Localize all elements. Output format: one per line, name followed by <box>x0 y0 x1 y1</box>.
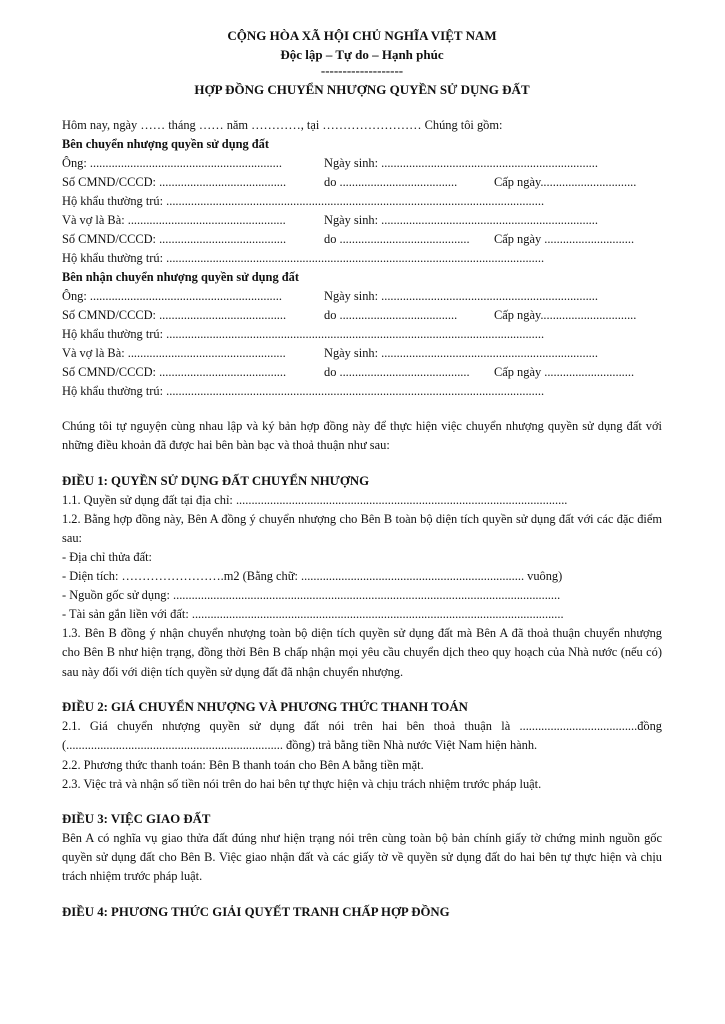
intro-line: Hôm nay, ngày …… tháng …… năm …………, tại …………………… Chúng tôi gồm: <box>62 118 503 132</box>
party-a-husband-residence: Hộ khẩu thường trú: .......................................................................................................................... <box>62 194 545 208</box>
article-4-heading: ĐIỀU 4: PHƯƠNG THỨC GIẢI QUYẾT TRANH CHẤP HỢP ĐỒNG <box>62 904 450 919</box>
party-b-husband-residence: Hộ khẩu thường trú: .......................................................................................................................... <box>62 327 545 341</box>
party-a-wife-name: Và vợ là Bà: ................................................... <box>62 213 286 227</box>
article-1-clause-1: 1.1. Quyền sử dụng đất tại địa chỉ: ........................................................................................................... <box>62 492 568 507</box>
article-1-heading: ĐIỀU 1: QUYỀN SỬ DỤNG ĐẤT CHUYỂN NHƯỢNG <box>62 473 370 488</box>
contract-page <box>62 26 662 922</box>
article-1-bullet-origin: - Nguồn gốc sử dụng: ............................................................................................................................. <box>62 588 561 603</box>
article-2-heading: ĐIỀU 2: GIÁ CHUYỂN NHƯỢNG VÀ PHƯƠNG THỨC THANH TOÁN <box>62 700 468 715</box>
article-3-paragraph: Bên A có nghĩa vụ giao thửa đất đúng như hiện trạng nói trên cùng toàn bộ bản chính giấy tờ chứng minh nguồn gốc quyền sử dụng đất cho Bên B. Việc giao nhận đất và các giấy tờ về quyền sử dụng đất do hai bên tự thực hiện và chịu trách nhiệm trước pháp luật. <box>62 830 662 884</box>
party-a-wife-id: Số CMND/CCCD: ......................................... <box>62 232 287 246</box>
party-a-husband-dob: Ngày sinh: ...................................................................... <box>324 156 598 170</box>
party-a-wife-issue-date: Cấp ngày ............................. <box>494 232 635 246</box>
party-b-row-4 <box>62 344 662 363</box>
nation-heading: CỘNG HÒA XÃ HỘI CHỦ NGHĨA VIỆT NAM <box>227 28 497 43</box>
party-a-row-5 <box>62 230 662 249</box>
article-3-heading: ĐIỀU 3: VIỆC GIAO ĐẤT <box>62 811 211 826</box>
party-a-wife-issuer: do .......................................... <box>324 232 470 246</box>
agreement-paragraph: Chúng tôi tự nguyện cùng nhau lập và ký bản hợp đồng này để thực hiện việc chuyển nhượng quyền sử dụng đất với những điều khoản đã được hai bên bàn bạc và thoả thuận như sau: <box>62 419 662 453</box>
party-b-row-5 <box>62 363 662 382</box>
article-1-clause-2: 1.2. Bằng hợp đồng này, Bên A đồng ý chuyển nhượng cho Bên B toàn bộ diện tích quyền sử dụng đất với các đặc điểm sau: <box>62 511 662 545</box>
party-b-husband-dob: Ngày sinh: ...................................................................... <box>324 289 598 303</box>
party-a-row-1 <box>62 154 662 173</box>
party-b-wife-dob: Ngày sinh: ...................................................................... <box>324 346 598 360</box>
article-2-clause-1: 2.1. Giá chuyển nhượng quyền sử dụng đất nói trên hai bên thoả thuận là ......................................đồng (...................................................................... đồng) trả bằng tiền Nhà nước Việt Nam hiện hành. <box>62 719 662 753</box>
party-b-wife-residence: Hộ khẩu thường trú: .......................................................................................................................... <box>62 384 545 398</box>
party-b-row-2 <box>62 306 662 325</box>
party-a-wife-dob: Ngày sinh: ...................................................................... <box>324 213 598 227</box>
article-2-clause-3: 2.3. Việc trả và nhận số tiền nói trên do hai bên tự thực hiện và chịu trách nhiệm trước pháp luật. <box>62 776 542 791</box>
party-a-husband-issue-date: Cấp ngày............................... <box>494 175 637 189</box>
motto: Độc lập – Tự do – Hạnh phúc <box>280 47 444 62</box>
party-b-wife-issuer: do .......................................... <box>324 365 470 379</box>
party-a-heading: Bên chuyển nhượng quyền sử dụng đất <box>62 137 269 151</box>
article-1-bullet-assets: - Tài sản gắn liền với đất: ........................................................................................................................ <box>62 607 564 622</box>
article-2-clause-2: 2.2. Phương thức thanh toán: Bên B thanh toán cho Bên A bằng tiền mặt. <box>62 757 424 772</box>
party-b-wife-id: Số CMND/CCCD: ......................................... <box>62 365 287 379</box>
article-1-bullet-address: - Địa chỉ thửa đất: <box>62 550 152 565</box>
party-b-husband-name: Ông: .............................................................. <box>62 289 282 303</box>
party-b-wife-name: Và vợ là Bà: ................................................... <box>62 346 286 360</box>
article-1-clause-3: 1.3. Bên B đồng ý nhận chuyển nhượng toàn bộ diện tích quyền sử dụng đất mà Bên A đã thoả thuận chuyển nhượng cho Bên B như hiện trạng, đồng thời Bên B chấp nhận mọi yêu cầu chuyển dịch theo quy hoạch của Nhà nước (nếu có) sau này đối với diện tích quyền sử dụng đất đã nhận chuyển nhượng. <box>62 626 662 679</box>
party-a-wife-residence: Hộ khẩu thường trú: .......................................................................................................................... <box>62 251 545 265</box>
article-1-bullet-area: - Diện tích: …………………….m2 (Bằng chữ: ........................................................................ vuông) <box>62 569 563 584</box>
party-b-husband-issuer: do ...................................... <box>324 308 458 322</box>
contract-title: HỢP ĐỒNG CHUYỂN NHƯỢNG QUYỀN SỬ DỤNG ĐẤT <box>194 82 530 97</box>
party-a-row-4 <box>62 211 662 230</box>
party-b-husband-issue-date: Cấp ngày............................... <box>494 308 637 322</box>
party-b-heading: Bên nhận chuyển nhượng quyền sử dụng đất <box>62 270 299 284</box>
party-b-wife-issue-date: Cấp ngày ............................. <box>494 365 635 379</box>
party-a-row-2 <box>62 173 662 192</box>
party-a-husband-id: Số CMND/CCCD: ......................................... <box>62 175 287 189</box>
party-b-row-1 <box>62 287 662 306</box>
party-a-husband-name: Ông: .............................................................. <box>62 156 282 170</box>
divider: ------------------- <box>320 63 404 78</box>
party-b-husband-id: Số CMND/CCCD: ......................................... <box>62 308 287 322</box>
party-a-husband-issuer: do ...................................... <box>324 175 458 189</box>
